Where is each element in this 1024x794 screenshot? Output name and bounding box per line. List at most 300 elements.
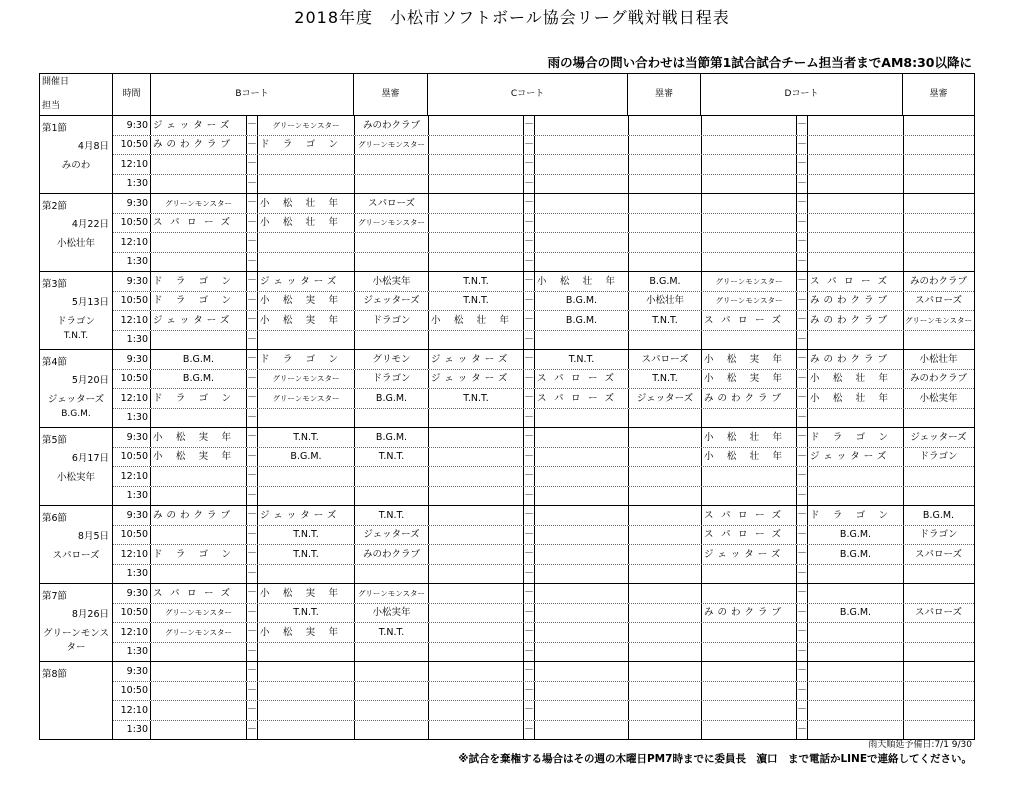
week-label [40,194,113,271]
versus-dash: － [797,272,808,291]
c-court-team2 [535,487,629,506]
d-court-team1: 小松実年 [702,370,797,389]
c-court-team2 [535,448,629,467]
d-court-team2: みのわクラブ [808,350,904,369]
d-court-team2 [808,487,904,506]
c-court-referee [629,506,702,525]
b-court-team2: T.N.T. [258,526,355,545]
d-court-team1 [702,233,797,252]
c-court-team2 [535,175,629,194]
time-cell: 9:30 [113,662,151,681]
d-court-referee [904,116,973,135]
d-court-team2: B.G.M. [808,545,904,564]
week-block [40,194,974,272]
c-court-team1 [429,155,524,174]
c-court-team2 [535,701,629,720]
b-court-team2: T.N.T. [258,428,355,447]
d-court-referee [904,662,973,681]
b-court-team2: ドラゴン [258,136,355,155]
b-court-team2: 小松実年 [258,584,355,603]
c-court-referee [629,701,702,720]
week-block [40,350,974,428]
b-court-team1: みのわクラブ [151,506,247,525]
week-block [40,116,974,194]
header-row [40,74,974,116]
versus-dash: － [524,136,535,155]
b-court-team1: B.G.M. [151,350,247,369]
b-court-team2 [258,721,355,740]
header-c-court: Cコート [428,74,628,115]
game-row [113,369,974,389]
d-court-team1 [702,155,797,174]
c-court-team1 [429,253,524,272]
c-court-team1: T.N.T. [429,272,524,291]
d-court-team1: 小松壮年 [702,448,797,467]
b-court-team1 [151,565,247,584]
d-court-team1 [702,136,797,155]
d-court-referee [904,584,973,603]
d-court-referee [904,331,973,350]
c-court-referee [629,116,702,135]
week-label [40,506,113,583]
time-cell: 12:10 [113,155,151,174]
game-row [113,466,974,486]
time-cell: 9:30 [113,116,151,135]
time-cell: 9:30 [113,428,151,447]
c-court-team2: 小松壮年 [535,272,629,291]
d-court-referee: スパローズ [914,607,963,618]
game-row [113,388,974,408]
game-row [113,642,974,662]
b-court-team2: 小松実年 [258,292,355,311]
b-court-team1: ドラゴン [151,545,247,564]
d-court-team2 [808,565,904,584]
b-court-team1: スパローズ [151,214,247,233]
b-court-team2: 小松実年 [258,311,355,330]
time-cell: 9:30 [113,506,151,525]
d-court-team2 [808,682,904,701]
d-court-team2 [808,194,904,213]
c-court-team1 [429,467,524,486]
d-court-referee [904,409,973,428]
d-court-team2 [808,643,904,662]
c-court-team1 [429,701,524,720]
versus-dash: － [797,136,808,155]
b-court-referee: T.N.T. [355,506,429,525]
c-court-team1 [429,623,524,642]
b-court-team1 [151,409,247,428]
versus-dash: － [247,116,258,135]
time-cell: 10:50 [113,136,151,155]
game-row [113,272,974,291]
time-cell: 10:50 [113,526,151,545]
b-court-team2 [258,253,355,272]
d-court-team2 [808,584,904,603]
c-court-team2 [535,623,629,642]
b-court-referee: 小松実年 [355,272,429,291]
versus-dash: － [524,428,535,447]
header-referee-d: 塁審 [929,89,948,99]
header-referee-b: 塁審 [354,74,428,115]
d-court-team2 [808,214,904,233]
b-court-team2 [258,331,355,350]
versus-dash: － [797,428,808,447]
d-court-team2 [808,701,904,720]
versus-dash: － [247,194,258,213]
b-court-team2: 小松実年 [258,623,355,642]
versus-dash: － [524,311,535,330]
b-court-team1 [151,175,247,194]
versus-dash: － [524,194,535,213]
c-court-team1: ジェッターズ [429,350,524,369]
b-court-referee [355,233,429,252]
versus-dash: － [797,214,808,233]
versus-dash: － [797,116,808,135]
b-court-team1: B.G.M. [151,370,247,389]
d-court-team2: 小松壮年 [808,370,904,389]
b-court-referee: 小松実年 [355,604,429,623]
versus-dash: － [797,467,808,486]
c-court-referee: T.N.T. [629,311,702,330]
versus-dash: － [247,331,258,350]
b-court-team1 [151,643,247,662]
time-cell: 1:30 [113,565,151,584]
time-cell: 10:50 [113,682,151,701]
c-court-team1 [429,233,524,252]
d-court-referee: ドラゴン [919,529,958,540]
c-court-team1 [429,662,524,681]
week-extra: T.N.T. [63,331,89,341]
b-court-team1: 小松実年 [151,428,247,447]
header-referee-c: 塁審 [628,74,701,115]
week-date: 4月22日 [71,219,109,230]
game-row [113,428,974,447]
versus-dash: － [247,721,258,740]
versus-dash: － [797,545,808,564]
game-row [113,700,974,720]
versus-dash: － [797,370,808,389]
c-court-team1 [429,487,524,506]
versus-dash: － [797,565,808,584]
c-court-team2 [535,545,629,564]
c-court-team2: T.N.T. [535,350,629,369]
versus-dash: － [524,350,535,369]
b-court-team1: グリーンモンスター [151,623,247,642]
week-extra: B.G.M. [61,409,91,419]
b-court-team2: グリーンモンスター [258,389,355,408]
time-cell: 1:30 [113,253,151,272]
time-cell: 12:10 [113,467,151,486]
c-court-team2 [535,253,629,272]
c-court-team1 [429,428,524,447]
d-court-team1 [702,701,797,720]
versus-dash: － [524,370,535,389]
d-court-referee [904,136,973,155]
d-court-referee [904,623,973,642]
versus-dash: － [797,253,808,272]
versus-dash: － [524,233,535,252]
b-court-team2: ジェッターズ [258,272,355,291]
versus-dash: － [797,194,808,213]
d-court-team2: みのわクラブ [808,292,904,311]
versus-dash: － [247,506,258,525]
c-court-team1 [429,331,524,350]
b-court-referee: みのわクラブ [355,116,429,135]
b-court-team1 [151,721,247,740]
game-row [113,622,974,642]
schedule-table [39,73,975,740]
game-row [113,232,974,252]
week-date: 4月8日 [77,141,109,152]
c-court-referee [629,331,702,350]
versus-dash: － [797,721,808,740]
time-cell: 1:30 [113,331,151,350]
b-court-team2 [258,701,355,720]
forfeit-notice: ※試合を棄権する場合はその週の木曜日PM7時までに委員長 濵口 まで電話かLINEで連絡してください。 [458,753,972,765]
c-court-team2: スパローズ [535,389,629,408]
b-court-team1: ドラゴン [151,292,247,311]
versus-dash: － [797,701,808,720]
b-court-referee [355,175,429,194]
week-block [40,506,974,584]
b-court-team1 [151,331,247,350]
b-court-referee: ジェッターズ [355,526,429,545]
game-row [113,350,974,369]
c-court-team1 [429,194,524,213]
versus-dash: － [524,409,535,428]
versus-dash: － [247,389,258,408]
b-court-referee: みのわクラブ [355,545,429,564]
game-row [113,330,974,350]
d-court-referee [904,565,973,584]
b-court-referee [355,701,429,720]
c-court-referee [629,682,702,701]
d-court-referee [904,175,973,194]
d-court-team1: グリーンモンスター [702,272,797,291]
versus-dash: － [524,526,535,545]
d-court-referee: みのわクラブ [909,373,967,384]
versus-dash: － [247,682,258,701]
week-date: 8月26日 [71,609,109,620]
c-court-team2 [535,662,629,681]
c-court-team2 [535,721,629,740]
d-court-team1 [702,584,797,603]
c-court-referee [629,214,702,233]
c-court-referee: スパローズ [629,350,702,369]
week-host: みのわ [61,160,91,171]
d-court-team1 [702,682,797,701]
versus-dash: － [524,565,535,584]
b-court-referee: ドラゴン [355,311,429,330]
b-court-referee: B.G.M. [355,389,429,408]
versus-dash: － [524,487,535,506]
time-cell: 9:30 [113,272,151,291]
versus-dash: － [524,643,535,662]
versus-dash: － [247,448,258,467]
d-court-team1 [702,409,797,428]
b-court-referee [355,467,429,486]
d-court-team1: 小松実年 [702,350,797,369]
week-block [40,428,974,506]
game-row [113,194,974,213]
b-court-team2: 小松壮年 [258,214,355,233]
d-court-referee: みのわクラブ [909,275,967,287]
c-court-referee [629,175,702,194]
game-row [113,506,974,525]
game-row [113,584,974,603]
time-cell: 10:50 [113,604,151,623]
c-court-team1: 小松壮年 [429,311,524,330]
versus-dash: － [247,272,258,291]
time-cell: 9:30 [113,584,151,603]
b-court-team2: ドラゴン [258,350,355,369]
c-court-referee: T.N.T. [629,370,702,389]
b-court-team2 [258,175,355,194]
time-cell: 12:10 [113,701,151,720]
c-court-team1 [429,506,524,525]
game-row [113,720,974,740]
week-label [40,428,113,505]
b-court-referee [355,721,429,740]
game-row [113,252,974,272]
c-court-team1 [429,682,524,701]
b-court-team1 [151,487,247,506]
d-court-team2: ジェッターズ [808,448,904,467]
header-d-court: Dコート [701,74,903,115]
b-court-team2 [258,467,355,486]
game-row [113,116,974,135]
versus-dash: － [524,584,535,603]
versus-dash: － [524,448,535,467]
versus-dash: － [797,311,808,330]
b-court-referee: B.G.M. [355,428,429,447]
game-row [113,408,974,428]
versus-dash: － [797,584,808,603]
week-label [40,116,113,193]
c-court-team2 [535,136,629,155]
d-court-team1 [702,721,797,740]
b-court-referee [355,253,429,272]
versus-dash: － [797,662,808,681]
d-court-team2 [808,623,904,642]
week-host: ドラゴン [56,316,95,327]
c-court-team1 [429,448,524,467]
c-court-team1 [429,409,524,428]
versus-dash: － [524,175,535,194]
d-court-team1 [702,662,797,681]
week-host: グリーンモンスター [42,628,110,653]
c-court-team1 [429,136,524,155]
c-court-team2 [535,682,629,701]
c-court-team1 [429,526,524,545]
versus-dash: － [797,682,808,701]
versus-dash: － [797,155,808,174]
c-court-team1 [429,721,524,740]
b-court-referee [355,155,429,174]
versus-dash: － [797,389,808,408]
game-row [113,447,974,467]
b-court-referee [355,643,429,662]
b-court-team1: 小松実年 [151,448,247,467]
c-court-referee [629,194,702,213]
b-court-team2 [258,565,355,584]
document-title: 2018年度 小松市ソフトボール協会リーグ戦対戦日程表 [294,8,730,27]
b-court-referee [355,487,429,506]
d-court-team1 [702,487,797,506]
d-court-referee: スパローズ [914,295,963,306]
versus-dash: － [797,448,808,467]
c-court-referee [629,604,702,623]
b-court-team1: グリーンモンスター [151,194,247,213]
d-court-team1 [702,253,797,272]
c-court-team2 [535,526,629,545]
versus-dash: － [524,721,535,740]
c-court-team2 [535,467,629,486]
time-cell: 12:10 [113,233,151,252]
versus-dash: － [797,604,808,623]
time-cell: 12:10 [113,545,151,564]
d-court-referee [904,643,973,662]
week-section: 第5節 [42,435,68,446]
week-section: 第4節 [42,357,68,368]
versus-dash: － [524,253,535,272]
d-court-team1: スパローズ [702,506,797,525]
c-court-referee [629,155,702,174]
d-court-team1 [702,565,797,584]
d-court-team2: みのわクラブ [808,311,904,330]
versus-dash: － [797,506,808,525]
d-court-team2: ドラゴン [808,428,904,447]
game-row [113,213,974,233]
c-court-team1 [429,643,524,662]
versus-dash: － [524,662,535,681]
b-court-team2 [258,682,355,701]
c-court-referee [629,565,702,584]
d-court-referee: B.G.M. [922,509,955,521]
c-court-referee [629,253,702,272]
d-court-referee [904,701,973,720]
time-cell: 1:30 [113,643,151,662]
versus-dash: － [247,175,258,194]
d-court-team1 [702,331,797,350]
d-court-team1 [702,116,797,135]
game-row [113,603,974,623]
week-date: 8月5日 [77,531,109,542]
b-court-team1 [151,233,247,252]
d-court-team1 [702,643,797,662]
time-cell: 10:50 [113,214,151,233]
b-court-team2 [258,487,355,506]
b-court-referee [355,331,429,350]
c-court-team1 [429,175,524,194]
d-court-referee [904,233,973,252]
b-court-referee: T.N.T. [355,448,429,467]
b-court-team2: T.N.T. [258,604,355,623]
c-court-team2 [535,584,629,603]
c-court-team1: T.N.T. [429,389,524,408]
versus-dash: － [524,506,535,525]
c-court-team2 [535,565,629,584]
c-court-referee [629,467,702,486]
d-court-team2 [808,467,904,486]
b-court-referee [355,565,429,584]
c-court-team2 [535,116,629,135]
versus-dash: － [247,253,258,272]
week-section: 第6節 [42,513,68,524]
week-block [40,584,974,662]
time-cell: 10:50 [113,370,151,389]
week-host: 小松壮年 [56,238,95,249]
